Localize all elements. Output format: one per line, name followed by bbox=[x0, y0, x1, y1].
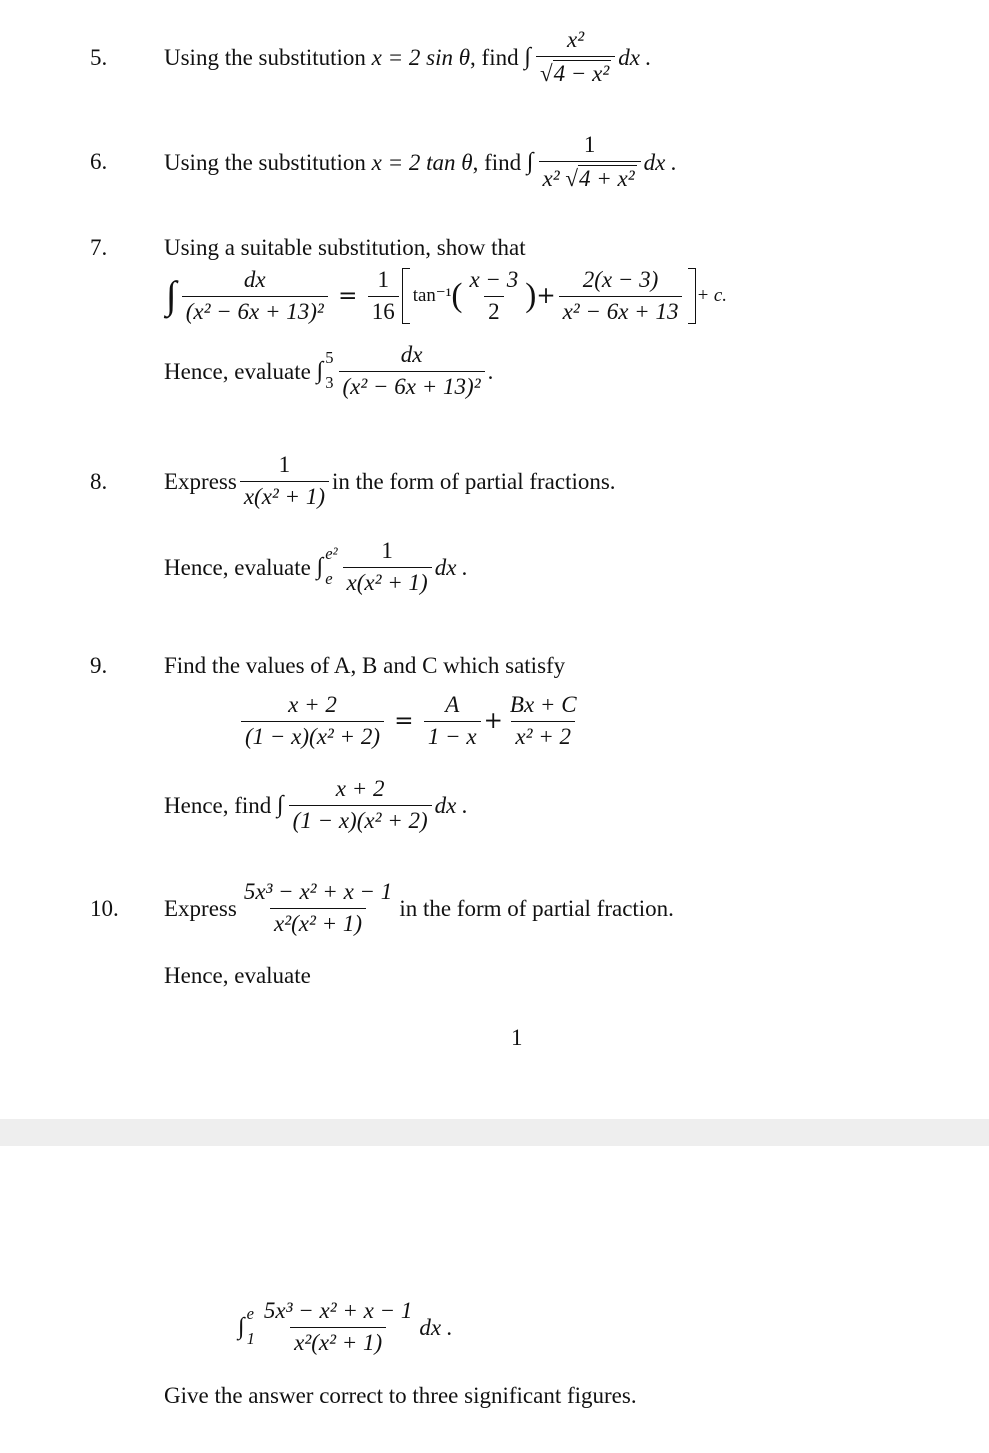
equals-sign: = bbox=[330, 282, 365, 309]
q8-eval-fraction bbox=[343, 539, 432, 594]
integral-limits bbox=[325, 348, 334, 392]
q8-eval-den: x(x² + 1) bbox=[343, 567, 432, 595]
q10-express: Express bbox=[164, 895, 237, 921]
integral-limits bbox=[246, 1304, 255, 1348]
q10-num: 5x³ − x² + x − 1 bbox=[243, 879, 393, 905]
q7-identity bbox=[166, 262, 727, 330]
q7-coefficient bbox=[368, 268, 399, 323]
q10-fraction bbox=[240, 880, 396, 935]
q10-int-fraction bbox=[260, 1299, 416, 1354]
q9-int-den: (1 − x)(x² + 2) bbox=[289, 805, 432, 833]
q8-suffix: in the form of partial fractions. bbox=[331, 468, 616, 494]
q7-hence-label: Hence, evaluate bbox=[164, 358, 311, 384]
q9-int-num: x + 2 bbox=[335, 776, 385, 802]
page-number: 1 bbox=[511, 1025, 523, 1050]
q9-a-num: A bbox=[445, 692, 460, 718]
q5-text bbox=[164, 22, 651, 92]
q9-b-fraction bbox=[506, 693, 581, 748]
upper-limit: e bbox=[246, 1304, 254, 1324]
q6-substitution: x = 2 tan θ bbox=[371, 149, 473, 175]
equals-sign: = bbox=[387, 707, 421, 734]
q8-eval-num: 1 bbox=[381, 538, 393, 564]
q10-integral bbox=[238, 1293, 453, 1361]
q5-numerator: x² bbox=[567, 27, 585, 53]
q7-eval-den: (x² − 6x + 13)² bbox=[339, 371, 485, 399]
q7-arg-den: 2 bbox=[484, 296, 504, 324]
q10-text bbox=[164, 874, 674, 942]
q7-plus: + bbox=[536, 282, 556, 309]
q9-identity bbox=[238, 688, 584, 754]
q6-dx: dx . bbox=[643, 149, 677, 175]
q8-fraction bbox=[240, 453, 329, 508]
q5-prefix: Using the substitution bbox=[164, 44, 366, 70]
q7-lhs-den: (x² − 6x + 13)² bbox=[182, 296, 328, 324]
q10-suffix: in the form of partial fraction. bbox=[399, 895, 674, 921]
q7-coef-num: 1 bbox=[377, 267, 389, 293]
q7-hence bbox=[164, 336, 493, 406]
q7-end: . bbox=[487, 358, 494, 384]
lower-limit: e bbox=[325, 569, 333, 588]
q8-den: x(x² + 1) bbox=[240, 481, 329, 509]
q9-number: 9. bbox=[90, 653, 108, 678]
q6-find: , find bbox=[472, 149, 522, 175]
q10-den: x²(x² + 1) bbox=[270, 908, 366, 936]
integral-sign: ∫ bbox=[524, 42, 531, 70]
q9-int-fraction bbox=[289, 777, 432, 832]
q9-prefix: Find the values of A, B and C which satisfy bbox=[164, 653, 566, 678]
q9-lhs-den: (1 − x)(x² + 2) bbox=[241, 721, 384, 749]
q6-denominator-a: x² bbox=[542, 165, 560, 191]
q7-arg-num: x − 3 bbox=[469, 267, 519, 293]
q7-prefix: Using a suitable substitution, show that bbox=[164, 235, 526, 260]
q6-text bbox=[164, 127, 677, 197]
q8-num: 1 bbox=[278, 452, 291, 478]
q6-numerator: 1 bbox=[583, 132, 596, 158]
q9-hence-label: Hence, find bbox=[164, 792, 272, 818]
sqrt-sign: √4 + x² bbox=[565, 165, 635, 191]
q10-int-num: 5x³ − x² + x − 1 bbox=[263, 1298, 413, 1324]
page-2 bbox=[0, 1146, 989, 1453]
q5-find: , find bbox=[470, 44, 519, 70]
q7-eval-num: dx bbox=[400, 342, 423, 368]
q8-hence bbox=[164, 532, 468, 602]
q7-constant: + c. bbox=[696, 284, 727, 306]
q7-arctan: tan⁻¹ bbox=[412, 284, 452, 306]
q9-b-den: x² + 2 bbox=[511, 721, 575, 749]
left-paren: ( bbox=[451, 276, 463, 314]
integral-sign: ∫ bbox=[166, 274, 177, 318]
q7-frac2-den: x² − 6x + 13 bbox=[559, 296, 683, 324]
q8-express: Express bbox=[164, 468, 237, 494]
q10-note: Give the answer correct to three significant figures. bbox=[164, 1383, 637, 1408]
q9-a-den: 1 − x bbox=[424, 721, 481, 749]
lower-limit: 3 bbox=[325, 373, 334, 392]
integral-sign: ∫ bbox=[277, 790, 284, 818]
q5-denominator: 4 − x² bbox=[553, 60, 610, 86]
q9-dx: dx . bbox=[434, 792, 468, 818]
right-bracket bbox=[688, 268, 696, 324]
q10-int-den: x²(x² + 1) bbox=[290, 1327, 386, 1355]
left-bracket bbox=[402, 268, 410, 324]
q8-number: 8. bbox=[90, 469, 108, 494]
q7-second-fraction bbox=[559, 268, 683, 323]
integral-sign: ∫ bbox=[316, 356, 324, 384]
q9-b-num: Bx + C bbox=[509, 692, 577, 718]
q6-number: 6. bbox=[90, 149, 108, 174]
plus-sign: + bbox=[483, 707, 503, 734]
q8-hence-label: Hence, evaluate bbox=[164, 554, 311, 580]
right-paren: ) bbox=[525, 276, 537, 314]
q9-lhs bbox=[241, 693, 384, 748]
integral-limits bbox=[325, 544, 338, 588]
q9-a-fraction bbox=[424, 693, 481, 748]
q7-lhs-num: dx bbox=[243, 267, 266, 293]
q7-frac2-num: 2(x − 3) bbox=[582, 267, 659, 293]
q8-dx: dx . bbox=[434, 554, 468, 580]
upper-limit: 5 bbox=[325, 348, 334, 368]
q5-dx: dx . bbox=[618, 44, 652, 70]
q7-lhs-fraction bbox=[182, 268, 328, 323]
q6-prefix: Using the substitution bbox=[164, 149, 366, 175]
integral-sign: ∫ bbox=[526, 147, 534, 175]
upper-limit: e² bbox=[325, 544, 338, 564]
q5-number: 5. bbox=[90, 45, 108, 70]
q7-eval-fraction bbox=[339, 343, 485, 398]
q7-number: 7. bbox=[90, 235, 108, 260]
integral-sign: ∫ bbox=[316, 552, 324, 580]
q10-number: 10. bbox=[90, 896, 119, 921]
sqrt-sign: √4 − x² bbox=[539, 60, 610, 86]
q7-arctan-arg bbox=[465, 268, 522, 323]
q10-dx: dx . bbox=[419, 1314, 453, 1340]
q6-fraction bbox=[539, 133, 641, 190]
page-separator bbox=[0, 1119, 989, 1146]
q8-text bbox=[164, 448, 616, 514]
q9-lhs-num: x + 2 bbox=[288, 692, 337, 718]
q10-hence: Hence, evaluate bbox=[164, 963, 311, 988]
q7-coef-den: 16 bbox=[368, 296, 399, 324]
lower-limit: 1 bbox=[246, 1329, 255, 1348]
q9-hence bbox=[164, 772, 468, 838]
q5-substitution: x = 2 sin θ bbox=[371, 44, 471, 70]
q5-fraction bbox=[536, 28, 615, 85]
q6-denominator-b: 4 + x² bbox=[579, 165, 635, 191]
integral-sign: ∫ bbox=[238, 1312, 245, 1340]
